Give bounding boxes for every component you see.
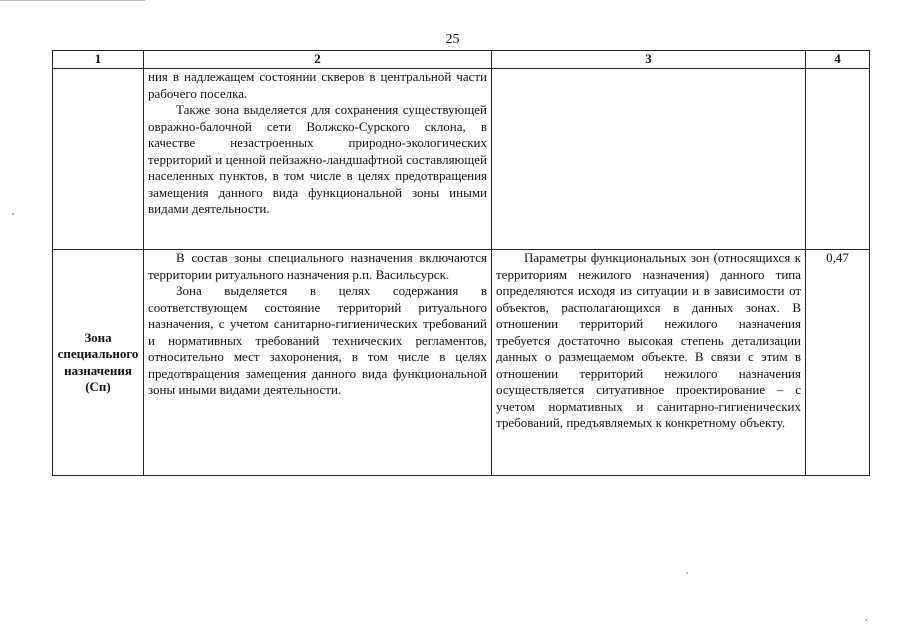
column-header-1: 1 <box>53 51 144 69</box>
page-number: 25 <box>445 32 460 47</box>
area-value-cell: 0,47 <box>806 250 870 476</box>
column-header-2: 2 <box>144 51 492 69</box>
description-paragraph: Также зона выделяется для сохранения существующей овражно-балочной сети Волжско-Сурского склона, в качестве незастроенных природно-экологических территорий и ценной пейзажно-ландшафтной составляющей населенных пунктов, в том числе в целях предотвращения замещения данного вида функциональной зоны иными видами деятельности. <box>148 102 487 216</box>
table-row-special-zone <box>53 250 870 476</box>
description-cell <box>144 250 492 476</box>
zoning-table <box>52 50 870 476</box>
description-cell <box>144 69 492 250</box>
scan-speck <box>865 619 867 621</box>
table-row-continuation <box>53 69 870 250</box>
parameters-paragraph: Параметры функциональных зон (относящихся к территориям нежилого назначения) данного типа определяются исходя из ситуации и в зависимости от объектов, располагающихся в данных зонах. В отношении территорий нежилого назначения требуется достаточно высокая степень детализации данных о размещаемом объекте. В связи с этим в отношении территорий нежилого назначения осуществляется ситуативное проектирование – с учетом нормативных и санитарно-гигиенических требований, предъявляемых к конкретному объекту. <box>496 250 801 430</box>
description-paragraph: В состав зоны специального назначения включаются территории ритуального назначения р.п. Васильсурск. <box>148 250 487 282</box>
zone-name-cell <box>53 69 144 250</box>
column-header-4: 4 <box>806 51 870 69</box>
scan-speck <box>12 213 14 215</box>
scan-speck <box>686 572 688 574</box>
parameters-cell <box>492 69 806 250</box>
description-paragraph: Зона выделяется в целях содержания в соответствующем состояние территорий ритуального назначения, с учетом санитарно-гигиенических требований и нормативных требований технических регламентов, относительно мест захоронения, в том числе в целях предотвращения замещения данного вида функциональной зоны иными видами деятельности. <box>148 283 487 397</box>
column-header-3: 3 <box>492 51 806 69</box>
area-value-cell <box>806 69 870 250</box>
scan-corner-rule <box>0 0 145 1</box>
table-header-row <box>53 51 870 69</box>
description-paragraph: ния в надлежащем состоянии скверов в центральной части рабочего поселка. <box>148 69 487 101</box>
parameters-cell <box>492 250 806 476</box>
zone-name-cell: Зона специального назначения (Сп) <box>53 250 144 476</box>
